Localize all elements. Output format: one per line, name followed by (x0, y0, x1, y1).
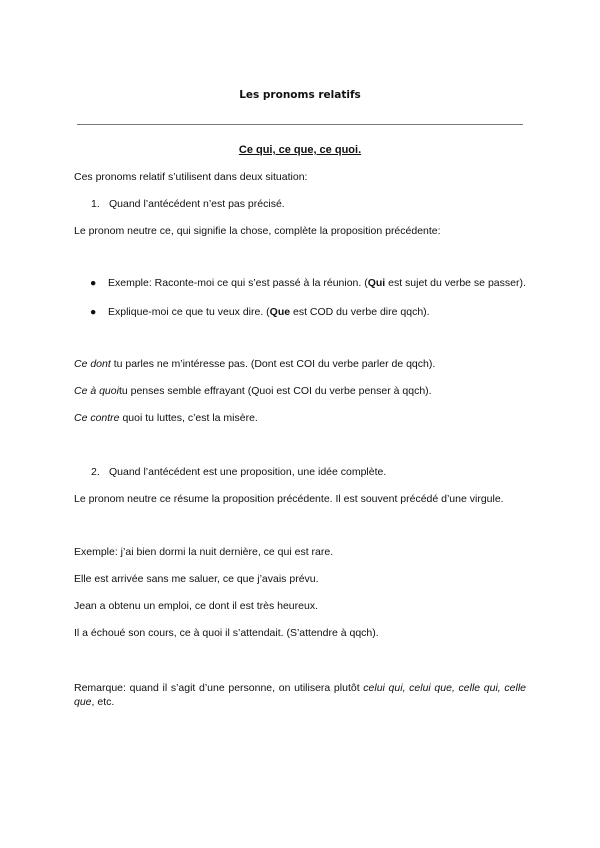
bullet-text: est sujet du verbe se passer). (385, 277, 526, 289)
example-text: quoi tu luttes, c’est la misère. (119, 412, 258, 424)
sentence-4: Il a échoué son cours, ce à quoi il s’attendait. (S’attendre à qqch). (74, 627, 379, 639)
bullet-dot-icon: ● (90, 306, 97, 318)
section-subtitle: Ce qui, ce que, ce quoi. (238, 144, 362, 156)
item-text: Quand l’antécédent n’est pas précisé. (109, 198, 285, 210)
sentence-3: Jean a obtenu un emploi, ce dont il est très heureux. (74, 600, 318, 612)
item2-description: Le pronom neutre ce résume la proposition précédente. Il est souvent précédé d’une virgule. (74, 493, 504, 505)
bullet-text: est COD du verbe dire qqch). (290, 306, 430, 318)
item1-description: Le pronom neutre ce, qui signifie la chose, complète la proposition précédente: (74, 225, 441, 237)
example-text: tu parles ne m’intéresse pas. (Dont est COI du verbe parler de qqch). (110, 358, 436, 370)
example-italic: Ce dont (74, 358, 111, 370)
bullet-bold-word: Que (269, 306, 291, 318)
example-text: tu penses semble effrayant (Quoi est COI du verbe penser à qqch). (118, 385, 432, 397)
numbered-item-1 (91, 197, 285, 211)
bullet-dot-icon: ● (90, 277, 97, 289)
bullet-item-1 (90, 276, 526, 290)
example-line-2 (74, 384, 526, 398)
example-italic: Ce contre (74, 412, 120, 424)
bullet-bold-word: Qui (367, 277, 386, 289)
item-number: 2. (91, 466, 100, 478)
example-italic: Ce à quoi (74, 385, 119, 397)
remark-text: , etc. (91, 696, 115, 709)
remark-italic: celui qui, celui que, celle qui, celle que (74, 682, 526, 709)
sentence-2: Elle est arrivée sans me saluer, ce que j’avais prévu. (74, 573, 319, 585)
remark-paragraph (74, 681, 526, 709)
example-line-1 (74, 357, 526, 371)
page-title: Les pronoms relatifs (239, 89, 361, 101)
bullet-text: Explique-moi ce que tu veux dire. ( (108, 306, 270, 318)
item-text: Quand l’antécédent est une proposition, une idée complète. (109, 466, 387, 478)
remark-text: Remarque: quand il s’agit d’une personne, on utilisera plutôt (74, 682, 364, 694)
bullet-item-2 (90, 305, 526, 319)
item-number: 1. (91, 198, 100, 210)
numbered-item-2 (91, 465, 386, 479)
sentence-1: Exemple: j’ai bien dormi la nuit dernière, ce qui est rare. (74, 546, 334, 558)
example-line-3 (74, 411, 526, 425)
intro-paragraph: Ces pronoms relatif s’utilisent dans deux situation: (74, 171, 308, 183)
bullet-text: Exemple: Raconte-moi ce qui s’est passé à la réunion. ( (108, 277, 368, 289)
horizontal-divider (77, 124, 523, 125)
